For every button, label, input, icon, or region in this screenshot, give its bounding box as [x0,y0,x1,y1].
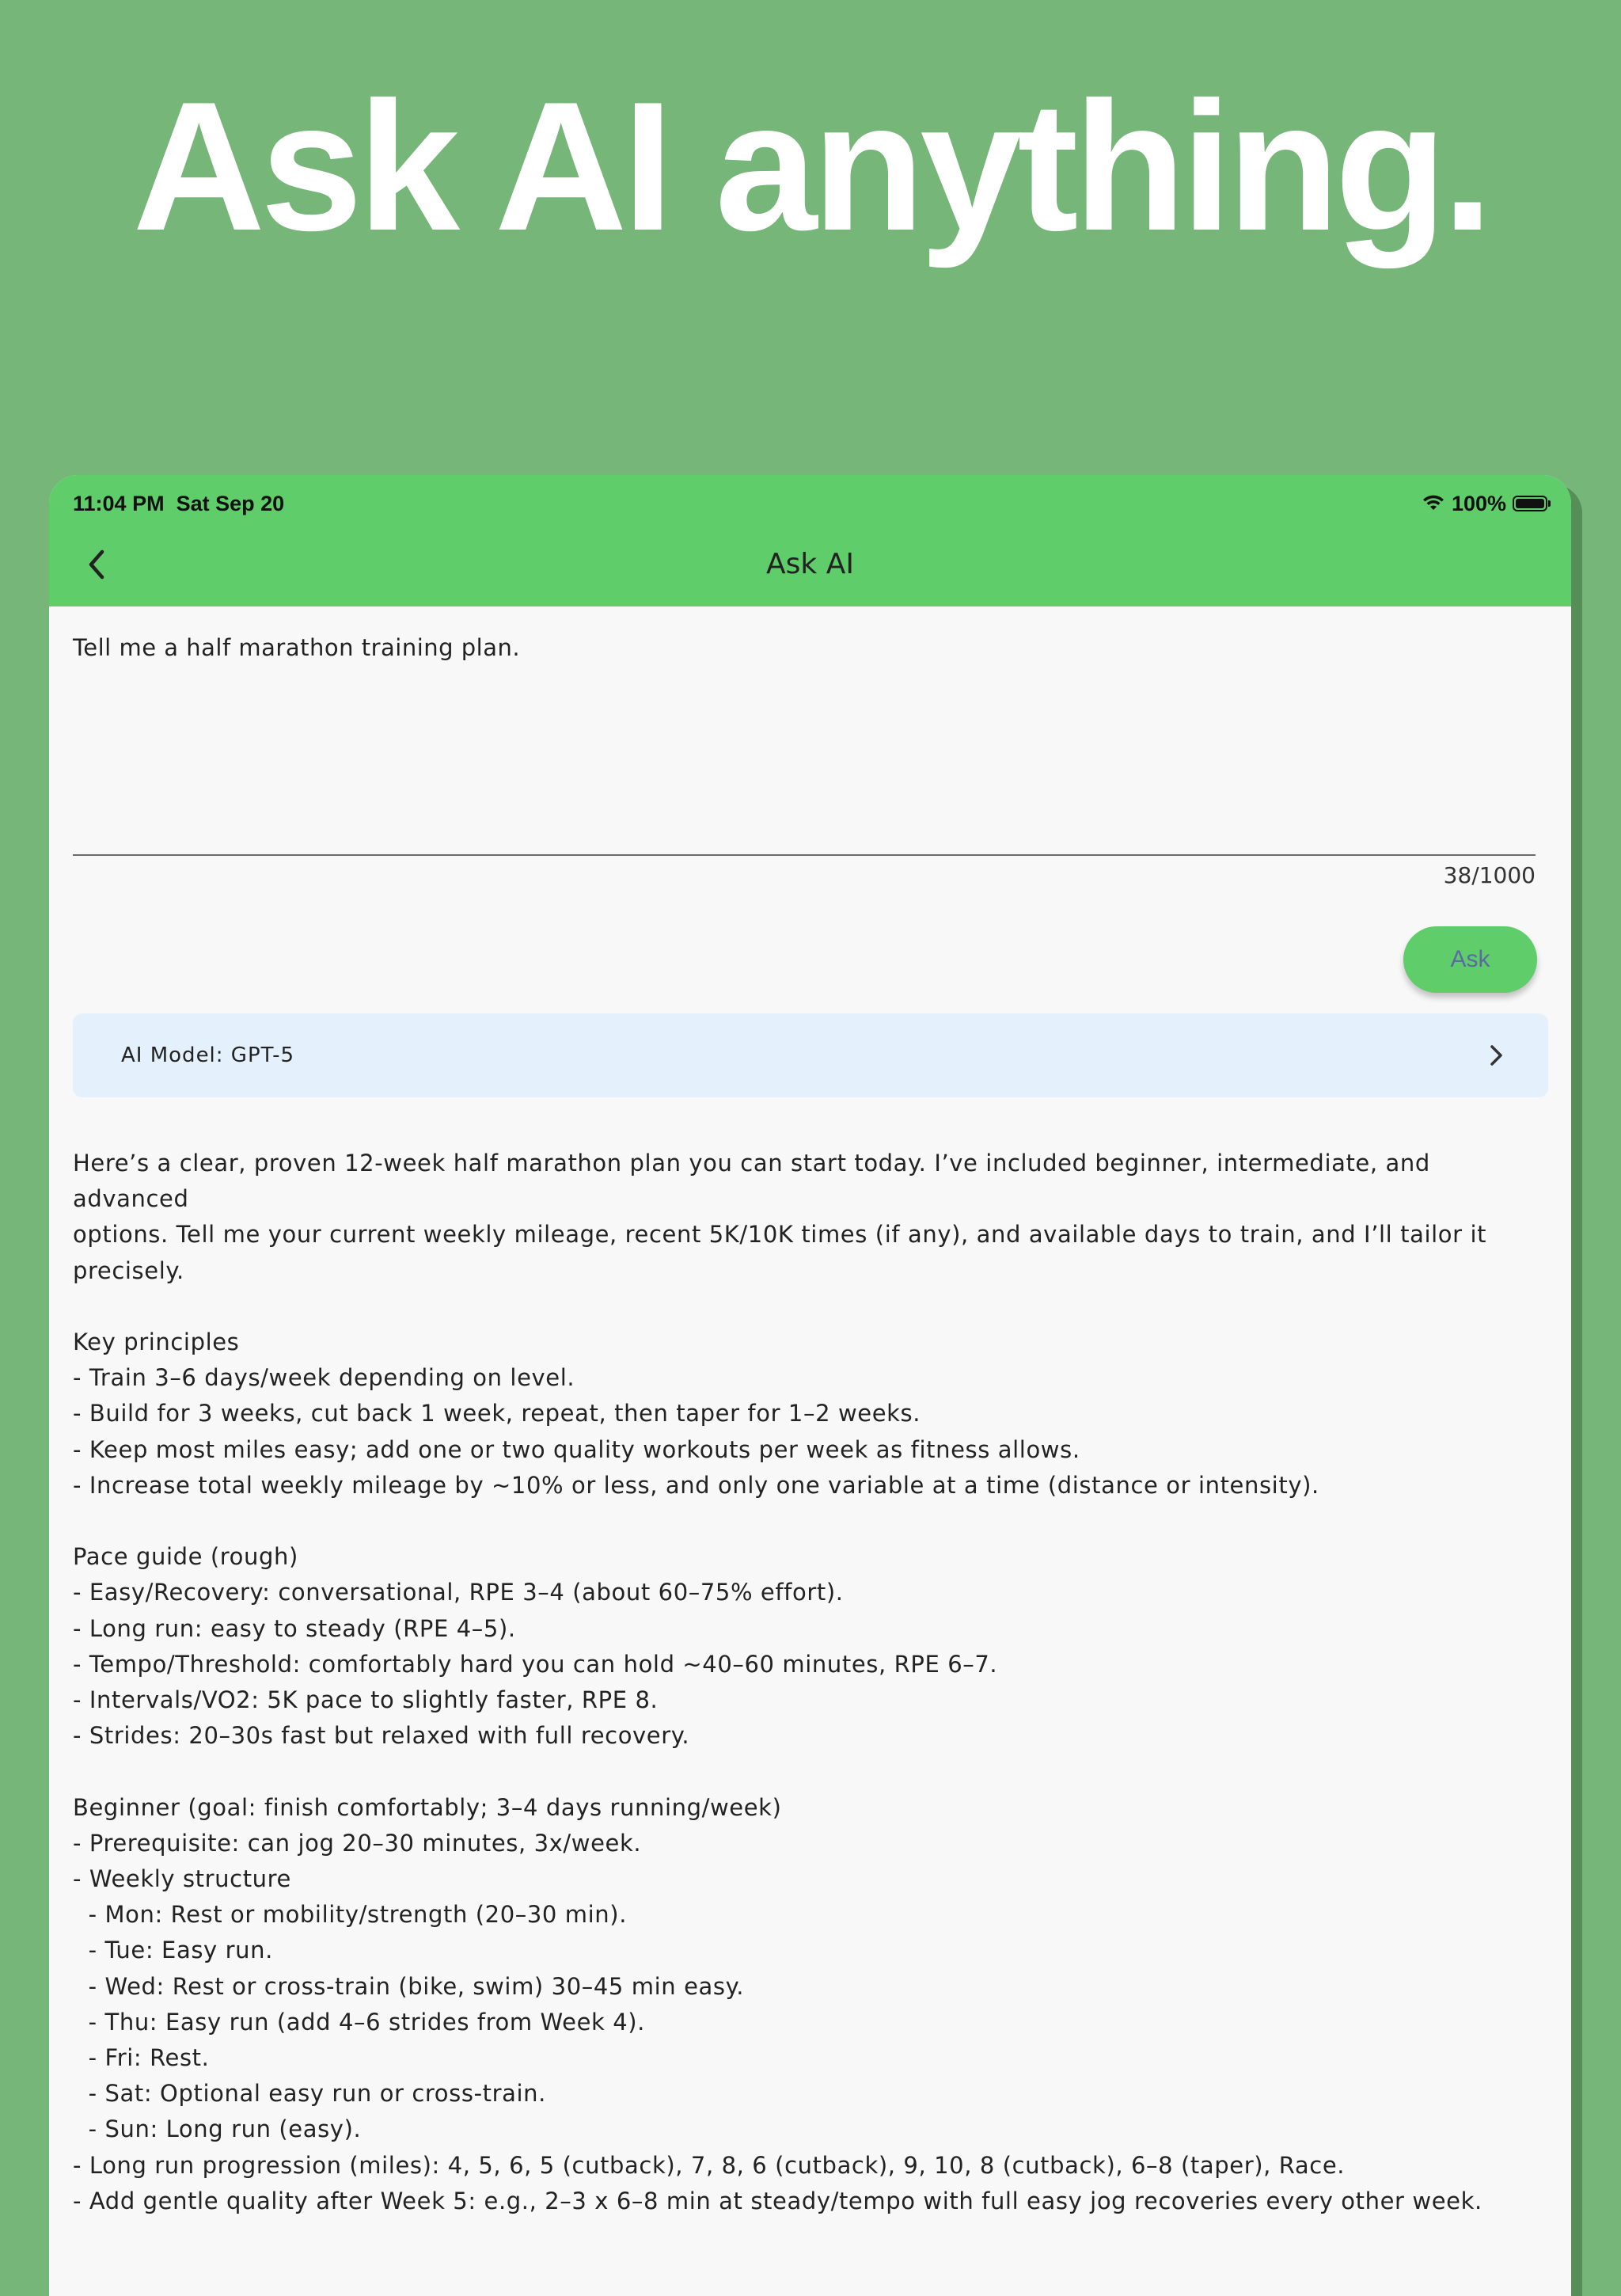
response-line: - Long run: easy to steady (RPE 4–5). [73,1614,516,1642]
ai-response [73,1146,1548,2219]
response-line: Pace guide (rough) [73,1543,298,1571]
response-line: - Add gentle quality after Week 5: e.g., 2–3 x 6–8 min at steady/tempo with full easy jog recoveries every other week. [73,2187,1482,2214]
battery-percentage: 100% [1451,491,1506,515]
promo-headline: Ask AI anything. [132,64,1489,269]
ask-button[interactable]: Ask [1403,926,1537,993]
response-line [73,1754,1548,1789]
response-line: - Train 3–6 days/week depending on level. [73,1364,575,1392]
device-screen [49,475,1571,2296]
battery-fill [1516,499,1544,508]
response-line: - Sat: Optional easy run or cross-train. [73,2080,546,2108]
status-date: Sat Sep 20 [176,492,285,515]
response-line: - Fri: Rest. [73,2044,210,2072]
status-clock: 11:04 PM [73,492,165,515]
response-line: Key principles [73,1329,240,1356]
question-input[interactable]: Tell me a half marathon training plan. [73,634,521,661]
response-line: options. Tell me your current weekly mileage, recent 5K/10K times (if any), and available days to train, and I’ll tailor it [73,1221,1487,1249]
response-line: precisely. [73,1256,184,1284]
response-line: - Wed: Rest or cross-train (bike, swim) 30–45 min easy. [73,1972,745,2000]
app-bar [49,475,1571,606]
response-line [73,1503,1548,1539]
response-line: - Tempo/Threshold: comfortably hard you can hold ~40–60 minutes, RPE 6–7. [73,1650,998,1678]
status-indicators [1422,486,1547,521]
ai-model-label: AI Model: GPT-5 [121,1043,295,1067]
response-line: - Tue: Easy run. [73,1937,273,1964]
response-line: - Thu: Easy run (add 4–6 strides from Week 4). [73,2008,646,2036]
response-line: - Sun: Long run (easy). [73,2115,362,2143]
response-line: - Weekly structure [73,1865,291,1893]
character-counter: 38/1000 [1443,862,1536,888]
wifi-icon [1422,494,1445,513]
battery-icon [1513,496,1547,511]
page-title: Ask AI [766,548,854,580]
status-time [73,486,284,521]
response-line: - Increase total weekly mileage by ~10% or less, and only one variable at a time (distance or intensity). [73,1471,1319,1499]
response-line: - Intervals/VO2: 5K pace to slightly faster, RPE 8. [73,1686,659,1714]
response-line: - Long run progression (miles): 4, 5, 6, 5 (cutback), 7, 8, 6 (cutback), 9, 10, 8 (cutback), 6–8 (taper), Race. [73,2151,1346,2179]
ai-model-selector[interactable] [73,1013,1548,1097]
response-line: Beginner (goal: finish comfortably; 3–4 days running/week) [73,1793,782,1821]
question-input-underline [73,854,1536,856]
response-line: Here’s a clear, proven 12-week half marathon plan you can start today. I’ve included beginner, intermediate, and advanced [73,1150,1438,1213]
response-line: - Prerequisite: can jog 20–30 minutes, 3x/week. [73,1829,642,1857]
response-line: - Easy/Recovery: conversational, RPE 3–4 (about 60–75% effort). [73,1579,844,1606]
chevron-right-icon [1485,1043,1507,1068]
response-line: - Strides: 20–30s fast but relaxed with full recovery. [73,1722,690,1750]
response-line: - Keep most miles easy; add one or two quality workouts per week as fitness allows. [73,1435,1080,1463]
response-line: - Build for 3 weeks, cut back 1 week, repeat, then taper for 1–2 weeks. [73,1400,921,1427]
response-line [73,1289,1548,1325]
response-line: - Mon: Rest or mobility/strength (20–30 min). [73,1901,628,1929]
